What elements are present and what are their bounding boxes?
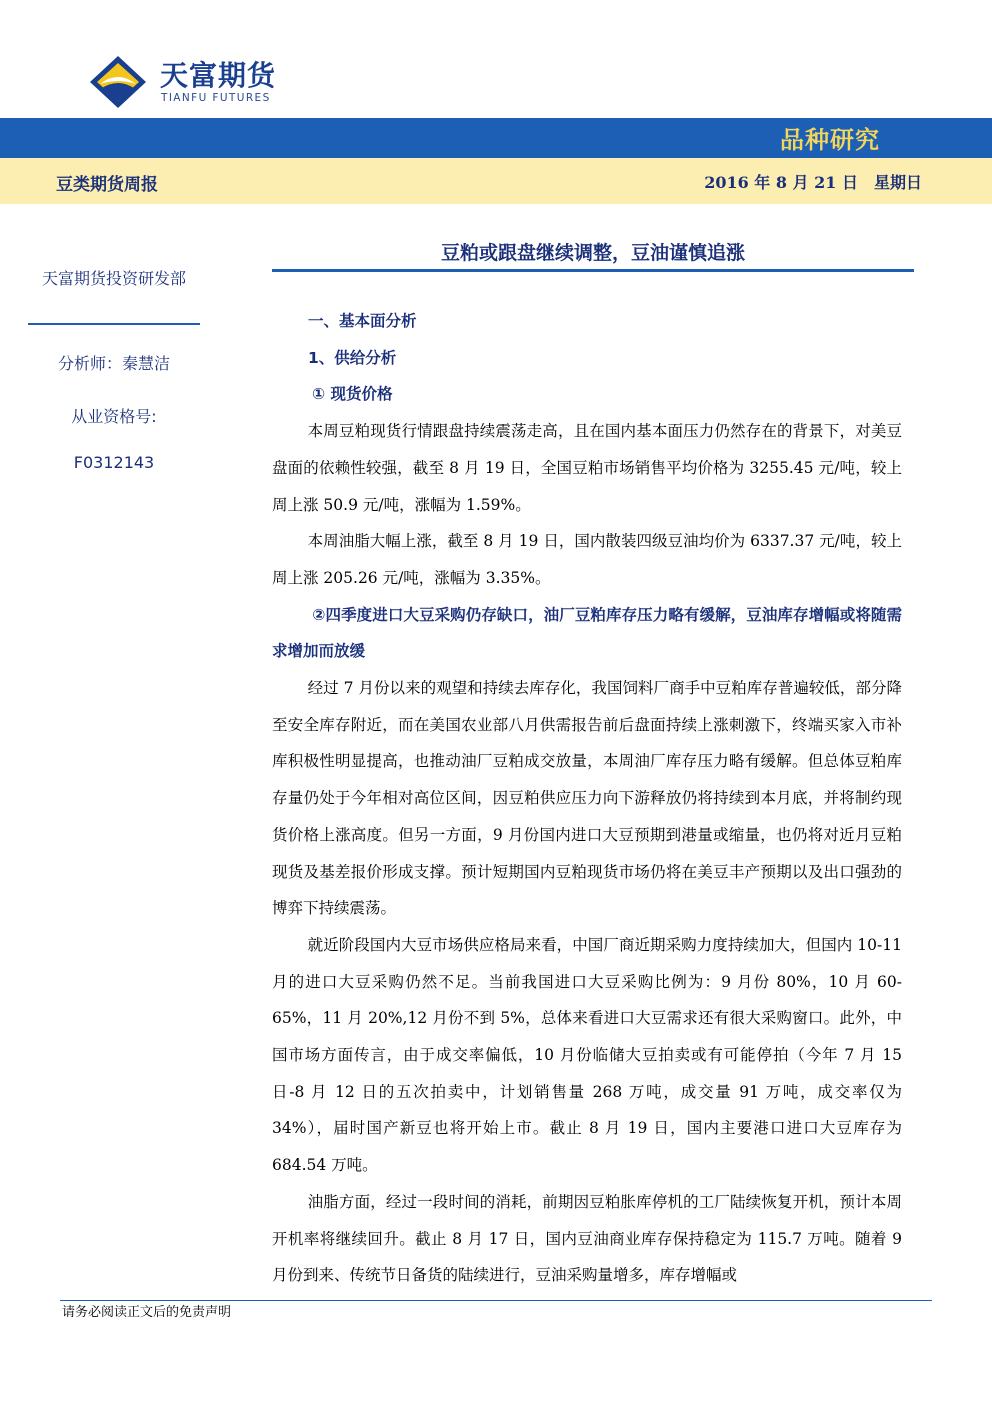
report-date <box>704 170 922 193</box>
analyst: 分析师：秦慧洁 <box>57 354 170 373</box>
company-logo <box>88 50 298 112</box>
section-label: 品种研究 <box>780 126 880 154</box>
certification-number: F0312143 <box>73 453 155 472</box>
title-underline <box>272 269 914 272</box>
article-body <box>272 303 902 1294</box>
heading-level-2: 1、供给分析 <box>308 348 397 367</box>
department: 天富期货投资研发部 <box>41 269 186 288</box>
logo-chinese-name: 天富期货 <box>160 59 277 92</box>
certification-label: 从业资格号: <box>71 407 157 426</box>
sidebar-divider <box>28 323 200 325</box>
sidebar <box>28 260 200 472</box>
article-title: 豆粕或跟盘继续调整，豆油谨慎追涨 <box>440 242 745 264</box>
paragraph: 油脂方面，经过一段时间的消耗，前期因豆粕胀库停机的工厂陆续恢复开机，预计本周开机率将继续回升。截止 8 月 17 日，国内豆油商业库存保持稳定为 115.7 万吨。随着 9 月份到来、传统节日备货的陆续进行，豆油采购量增多，库存增幅或 <box>272 1192 902 1285</box>
tianfu-diamond-logo-icon <box>88 54 148 110</box>
heading-level-3: ① 现货价格 <box>312 385 393 404</box>
logo-english-name: TIANFU FUTURES <box>161 92 271 104</box>
footer-disclaimer: 请务必阅读正文后的免责声明 <box>62 1305 232 1320</box>
report-name: 豆类期货周报 <box>56 175 158 195</box>
heading-level-1: 一、基本面分析 <box>308 312 417 330</box>
paragraph: 经过 7 月份以来的观望和持续去库存化，我国饲料厂商手中豆粕库存普遍较低，部分降至安全库存附近，而在美国农业部八月供需报告前后盘面持续上涨刺激下，终端买家入市补库积极性明显提高，也推动油厂豆粕成交放量，本周油厂库存压力略有缓解。但总体豆粕库存量仍处于今年相对高位区间，因豆粕供应压力向下游释放仍将持续到本月底，并将制约现货价格上涨高度。但另一方面，9 月份国内进口大豆预期到港量或缩量，也仍将对近月豆粕现货及基差报价形成支撑。预计短期国内豆粕现货市场仍将在美豆丰产预期以及出口强劲的博弈下持续震荡。 <box>272 679 902 918</box>
paragraph: 本周油脂大幅上涨，截至 8 月 19 日，国内散装四级豆油均价为 6337.37 元/吨，较上周上涨 205.26 元/吨，涨幅为 3.35%。 <box>272 532 902 587</box>
report-weekday: 星期日 <box>873 173 922 192</box>
paragraph: 就近阶段国内大豆市场供应格局来看，中国厂商近期采购力度持续加大，但国内 10-11 月的进口大豆采购仍然不足。当前我国进口大豆采购比例为：9 月份 80%，10 月 60-65%，11 月 20%,12 月份不到 5%，总体来看进口大豆需求还有很大采购窗口。此外，中国市场方面传言，由于成交率偏低，10 月份临储大豆拍卖或有可能停拍（今年 7 月 15 日-8 月 12 日的五次拍卖中，计划销售量 268 万吨，成交量 91 万吨，成交率仅为 34%），届时国产新豆也将开始上市。截止 8 月 19 日，国内主要港口进口大豆库存为 684.54 万吨。 <box>272 935 902 1175</box>
paragraph: 本周豆粕现货行情跟盘持续震荡走高，且在国内基本面压力仍然存在的背景下，对美豆盘面的依赖性较强，截至 8 月 19 日，全国豆粕市场销售平均价格为 3255.45 元/吨，较上周上涨 50.9 元/吨，涨幅为 1.59%。 <box>272 422 902 514</box>
subheading: ②四季度进口大豆采购仍存缺口，油厂豆粕库存压力略有缓解，豆油库存增幅或将随需求增加而放缓 <box>272 605 902 661</box>
report-date-text: 2016 年 8 月 21 日 <box>704 173 858 192</box>
